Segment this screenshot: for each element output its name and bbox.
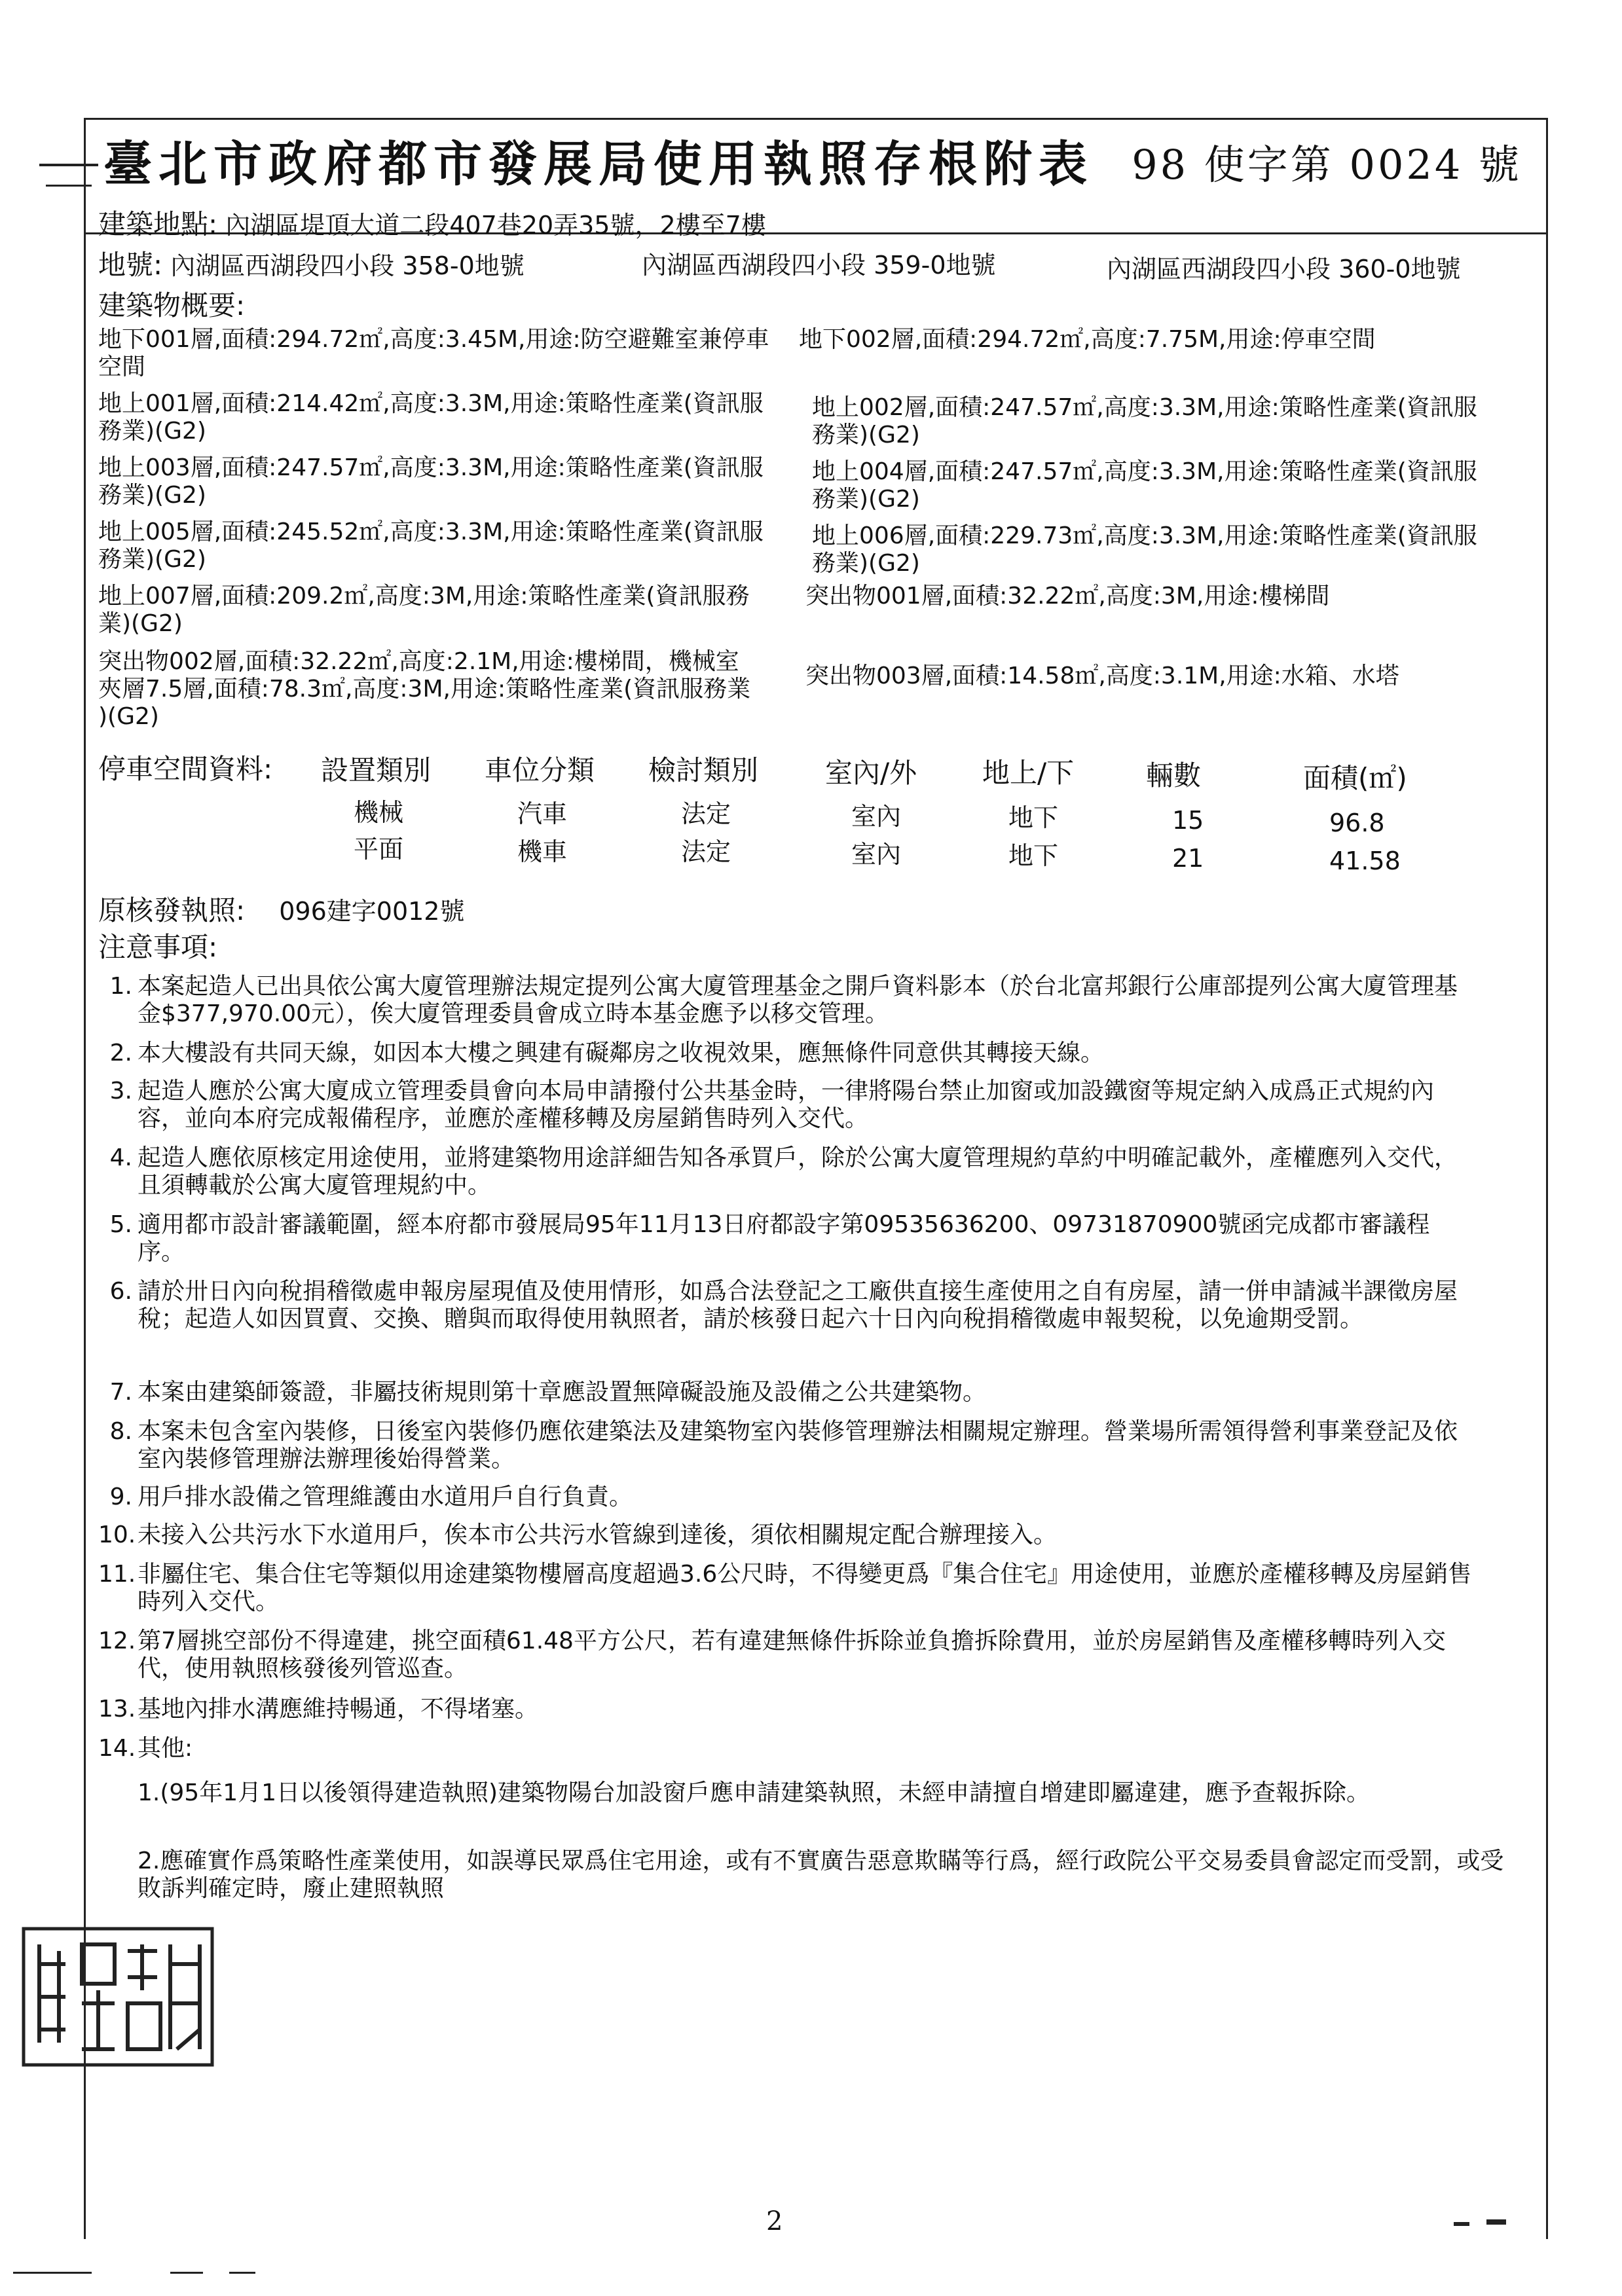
note-item: 12.第7層挑空部份不得違建，挑空面積61.48平方公尺，若有違建無條件拆除並負擔拆除費用，並於房屋銷售及產權移轉時列入交代，使用執照核發後列管巡查。 [98,1628,1446,1682]
permit-number: 98 使字第 0024 號 [1132,141,1522,189]
parking-header-review: 檢討類別 [648,754,759,786]
parking-row1-review: 法定 [681,799,731,828]
floor-2-cont: 務業)(G2) [812,422,920,448]
scan-mark [229,2272,255,2274]
floor-2: 地上002層,面積:247.57㎡,高度:3.3M,用途:策略性產業(資訊服 [812,394,1477,421]
floor-b1-cont: 空間 [98,354,146,380]
original-license-value: 096建字0012號 [279,897,465,926]
floor-4-cont: 務業)(G2) [812,486,920,513]
floor-4: 地上004層,面積:247.57㎡,高度:3.3M,用途:策略性產業(資訊服 [812,458,1477,485]
lot-1: 內湖區西湖段四小段 358-0地號 [170,251,525,280]
note-item: 10.未接入公共污水下水道用戶，俟本市公共污水管線到達後，須依相關規定配合辦理接入。 [98,1522,1058,1548]
page-number: 2 [766,2206,783,2236]
original-license-line [98,896,465,926]
scan-mark [46,185,92,187]
floor-6-cont: 務業)(G2) [812,550,920,577]
note-item: 14.其他: [98,1735,193,1762]
roof-2: 突出物002層,面積:32.22㎡,高度:2.1M,用途:樓梯間，機械室 [98,648,739,675]
parking-row2-class: 機車 [517,837,568,866]
note-sub-item: 1.(95年1月1日以後領得建造執照)建築物陽台加設窗戶應申請建築執照，未經申請擅自增建即屬違建，應予查報拆除。 [138,1779,1371,1806]
parking-header-level: 地上/下 [982,757,1075,789]
mezzanine: 夾層7.5層,面積:78.3㎡,高度:3M,用途:策略性產業(資訊服務業 [98,676,751,702]
floor-1-cont: 務業)(G2) [98,418,206,445]
note-sub-item: 2.應確實作爲策略性產業使用，如誤導民眾爲住宅用途，或有不實廣告惡意欺瞞等行爲，經行政院公平交易委員會認定而受罰，或受敗訴判確定時，廢止建照執照 [138,1848,1504,1902]
roof-3: 突出物003層,面積:14.58㎡,高度:3.1M,用途:水箱、水塔 [805,663,1399,689]
parking-label: 停車空間資料: [98,753,273,785]
note-item: 5. 適用都市設計審議範圍，經本府都市發展局95年11月13日府都設字第09535636200、09731870900號函完成都市審議程序。 [109,1211,1430,1266]
address-label: 建築地點: [98,208,218,240]
notes-label: 注意事項: [98,931,218,963]
floor-5-cont: 務業)(G2) [98,546,206,573]
floor-b1: 地下001層,面積:294.72㎡,高度:3.45M,用途:防空避難室兼停車 [98,326,769,353]
parking-header-type: 設置類別 [321,754,432,786]
parking-row1-type: 機械 [354,798,404,827]
note-item: 13.基地內排水溝應維持暢通，不得堵塞。 [98,1696,539,1722]
parking-header-count: 輛數 [1146,759,1202,792]
parking-row1-class: 汽車 [517,799,568,828]
parking-row1-level: 地下 [1008,803,1059,832]
official-seal-icon [20,1925,216,2069]
scan-mark [1454,2222,1469,2226]
lots-label: 地號: [98,249,163,281]
parking-row2-review: 法定 [681,837,731,866]
note-item: 3. 起造人應於公寓大廈成立管理委員會向本局申請撥付公共基金時，一律將陽台禁止加窗或加設鐵窗等規定納入成爲正式規約內容，並向本府完成報備程序，並應於產權移轉及房屋銷售時列入交代。 [109,1078,1435,1132]
lots-line [98,250,525,281]
parking-row1-count: 15 [1172,806,1204,835]
parking-header-class: 車位分類 [485,754,595,786]
scan-mark [1486,2219,1506,2225]
scan-mark [170,2272,203,2274]
scan-mark [39,164,98,166]
floor-3: 地上003層,面積:247.57㎡,高度:3.3M,用途:策略性產業(資訊服 [98,454,764,481]
floor-6: 地上006層,面積:229.73㎡,高度:3.3M,用途:策略性產業(資訊服 [812,522,1477,549]
address-line [98,210,766,240]
lot-3: 內湖區西湖段四小段 360-0地號 [1107,255,1461,283]
parking-row2-count: 21 [1172,844,1204,873]
floor-3-cont: 務業)(G2) [98,482,206,509]
parking-row2-inout: 室內 [851,840,902,869]
building-label: 建築物概要: [98,289,246,321]
parking-row1-area: 96.8 [1329,809,1385,837]
note-item: 2. 本大樓設有共同天線，如因本大樓之興建有礙鄰房之收視效果，應無條件同意供其轉接天線。 [109,1040,1105,1066]
floor-5: 地上005層,面積:245.52㎡,高度:3.3M,用途:策略性產業(資訊服 [98,519,764,545]
mezzanine-cont: )(G2) [98,703,159,730]
address-value: 內湖區堤頂大道二段407巷20弄35號，2樓至7樓 [225,211,766,240]
floor-7: 地上007層,面積:209.2㎡,高度:3M,用途:策略性產業(資訊服務 [98,583,750,610]
parking-row1-inout: 室內 [851,802,902,831]
note-item: 8. 本案未包含室內裝修，日後室內裝修仍應依建築法及建築物室內裝修管理辦法相關規定辦理。營業場所需領得營利事業登記及依室內裝修管理辦法辦理後始得營業。 [109,1418,1458,1472]
note-item: 7. 本案由建築師簽證，非屬技術規則第十章應設置無障礙設施及設備之公共建築物。 [109,1379,987,1406]
note-item: 1. 本案起造人已出具依公寓大廈管理辦法規定提列公寓大廈管理基金之開戶資料影本（於台北富邦銀行公庫部提列公寓大廈管理基金$377,970.00元），俟大廈管理委員會成立時本基金應予以移交管理。 [109,973,1458,1027]
scan-mark [13,2272,92,2274]
parking-header-area: 面積(㎡) [1303,762,1407,794]
original-license-label: 原核發執照: [98,894,246,926]
parking-row2-type: 平面 [354,835,404,864]
page-title: 臺北市政府都市發展局使用執照存根附表 [103,136,1094,192]
parking-row2-level: 地下 [1008,841,1059,870]
floor-b2: 地下002層,面積:294.72㎡,高度:7.75M,用途:停車空間 [799,326,1376,353]
roof-1: 突出物001層,面積:32.22㎡,高度:3M,用途:樓梯間 [805,583,1330,610]
parking-header-inout: 室內/外 [825,757,917,789]
lot-2: 內湖區西湖段四小段 359-0地號 [642,251,996,280]
parking-row2-area: 41.58 [1329,847,1401,875]
note-item: 9. 用戶排水設備之管理維護由水道用戶自行負責。 [109,1484,633,1510]
floor-1: 地上001層,面積:214.42㎡,高度:3.3M,用途:策略性產業(資訊服 [98,390,764,417]
note-item: 4. 起造人應依原核定用途使用，並將建築物用途詳細告知各承買戶，除於公寓大廈管理規約草約中明確記載外，產權應列入交代，且須轉載於公寓大廈管理規約中。 [109,1144,1458,1199]
floor-7-cont: 業)(G2) [98,610,183,637]
note-item: 11.非屬住宅、集合住宅等類似用途建築物樓層高度超過3.6公尺時，不得變更爲『集合住宅』用途使用，並應於產權移轉及房屋銷售時列入交代。 [98,1561,1472,1615]
note-item: 6. 請於卅日內向稅捐稽徵處申報房屋現值及使用情形，如爲合法登記之工廠供直接生產使用之自有房屋，請一併申請減半課徵房屋稅；起造人如因買賣、交換、贈與而取得使用執照者，請於核發日起六十日內向稅捐稽徵處申報契稅，以免逾期受罰。 [109,1278,1458,1332]
